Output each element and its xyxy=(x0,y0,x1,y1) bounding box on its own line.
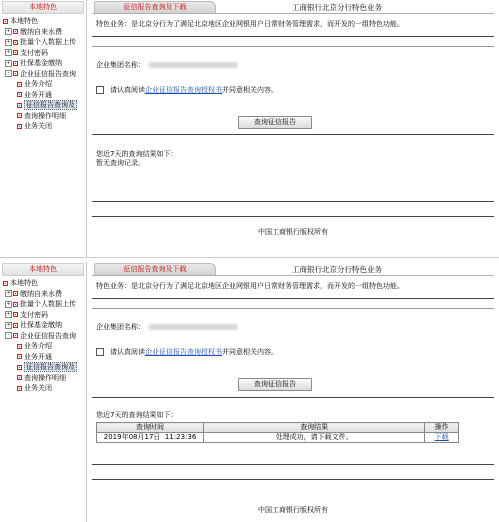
sidebar-item-label: 企业征信报告查询 xyxy=(20,69,76,78)
expand-icon[interactable]: + xyxy=(6,290,11,296)
cell-query-time: 2019年08月17日 11:23:36 xyxy=(97,433,204,443)
sidebar-item[interactable] xyxy=(0,121,86,132)
sidebar-item[interactable] xyxy=(0,352,86,363)
expand-icon[interactable]: + xyxy=(6,59,11,66)
expand-icon[interactable]: + xyxy=(6,321,11,328)
intro-text: 特色业务：是北京分行为了满足北京地区企业网银用户日常财务管理需求，而开发的一组特色功能。 xyxy=(96,282,404,290)
tab-credit-report[interactable]: 征信报告查询及下载 xyxy=(94,263,216,275)
group-name-row xyxy=(96,60,494,70)
sidebar-title: 本地特色 xyxy=(2,1,84,14)
expand-icon[interactable]: + xyxy=(6,28,11,34)
group-name-row xyxy=(96,322,494,332)
group-name-value-redacted xyxy=(148,324,238,330)
sidebar-item-label: 业务关闭 xyxy=(24,122,52,130)
divider xyxy=(92,397,494,398)
sidebar-item[interactable] xyxy=(0,289,86,300)
sidebar-item-label: 社保基金缴纳 xyxy=(20,321,62,329)
footer-copyright: 中国工商银行版权所有 xyxy=(258,506,328,514)
group-name-value-redacted xyxy=(148,62,238,68)
agree-checkbox[interactable] xyxy=(96,348,104,356)
cell-query-result: 处理成功，请下载文件。 xyxy=(204,433,425,443)
book-icon xyxy=(17,113,22,118)
agree-checkbox[interactable] xyxy=(96,86,104,94)
sidebar-item-label: 缴纳自来水费 xyxy=(20,289,62,298)
sidebar-item-label: 支付密码 xyxy=(20,48,48,57)
book-icon xyxy=(3,281,8,286)
book-icon xyxy=(13,302,18,307)
divider xyxy=(92,479,494,480)
sidebar-item-label: 查询操作明细 xyxy=(24,111,66,120)
book-icon xyxy=(13,61,18,66)
main-content xyxy=(92,0,494,258)
book-icon xyxy=(13,312,18,317)
sidebar-item[interactable] xyxy=(0,111,86,122)
expand-icon[interactable]: + xyxy=(6,49,11,55)
book-icon xyxy=(17,103,22,108)
column-header-action: 操作 xyxy=(425,423,459,433)
download-link[interactable]: 下载 xyxy=(434,433,449,441)
sidebar-item[interactable] xyxy=(0,373,86,384)
sidebar-item-label: 批量个人数据上传 xyxy=(20,300,76,308)
main-content xyxy=(92,262,494,522)
divider xyxy=(92,201,494,202)
book-icon xyxy=(17,344,22,349)
book-icon xyxy=(13,323,18,328)
sidebar-item[interactable] xyxy=(0,58,86,69)
expand-icon[interactable]: + xyxy=(6,38,11,45)
collapse-icon[interactable]: - xyxy=(5,332,12,339)
sidebar-item[interactable] xyxy=(0,69,86,80)
book-icon xyxy=(17,386,22,391)
sidebar-title: 本地特色 xyxy=(2,263,84,276)
empty-results-text: 暂无查询记录。 xyxy=(96,159,145,167)
panel-after-query xyxy=(0,262,499,522)
agree-suffix: 并同意相关内容。 xyxy=(222,348,278,356)
sidebar-item-label: 本地特色 xyxy=(10,279,38,287)
book-icon xyxy=(13,40,18,45)
agreement-row xyxy=(96,85,494,95)
divider xyxy=(92,216,494,217)
tab-bar xyxy=(92,262,494,276)
expand-icon[interactable]: + xyxy=(6,300,11,307)
sidebar-item-label: 批量个人数据上传 xyxy=(20,38,76,46)
sidebar-item[interactable] xyxy=(0,90,86,101)
sidebar-item-label: 业务开通 xyxy=(24,352,52,361)
sidebar-item-label: 业务关闭 xyxy=(24,384,52,392)
divider xyxy=(92,464,494,465)
book-icon xyxy=(3,19,8,24)
sidebar-item-label: 社保基金缴纳 xyxy=(20,59,62,67)
book-icon xyxy=(17,365,22,370)
intro-text: 特色业务：是北京分行为了满足北京地区企业网银用户日常财务管理需求，而开发的一组特色功能。 xyxy=(96,20,404,28)
sidebar-item[interactable] xyxy=(0,362,86,373)
sidebar-item[interactable] xyxy=(0,37,86,48)
book-icon xyxy=(13,29,18,34)
sidebar-item[interactable] xyxy=(0,16,86,27)
cell-download-link xyxy=(425,433,459,443)
sidebar-item[interactable] xyxy=(0,79,86,90)
book-icon xyxy=(13,291,18,296)
sidebar xyxy=(0,262,87,522)
column-header-time: 查询时间 xyxy=(97,423,204,433)
tab-credit-report[interactable]: 征信报告查询及下载 xyxy=(94,1,216,13)
book-icon xyxy=(13,71,18,76)
sidebar-item[interactable] xyxy=(0,320,86,331)
sidebar-item-label: 征信报告查询及 xyxy=(26,101,75,109)
book-icon xyxy=(17,82,22,87)
query-report-button[interactable]: 查询征信报告 xyxy=(238,378,312,391)
sidebar-item[interactable] xyxy=(0,383,86,394)
agree-prefix: 请认真阅读 xyxy=(110,348,145,356)
group-name-label: 企业集团名称： xyxy=(96,323,145,331)
divider xyxy=(92,134,494,135)
results-heading: 您近7天的查询结果如下： xyxy=(96,150,178,158)
sidebar-item-label: 支付密码 xyxy=(20,310,48,319)
results-heading: 您近7天的查询结果如下： xyxy=(96,411,178,419)
agree-prefix: 请认真阅读 xyxy=(110,86,145,94)
panel-before-query xyxy=(0,0,499,258)
sidebar-item-label: 缴纳自来水费 xyxy=(20,27,62,36)
footer-copyright: 中国工商银行版权所有 xyxy=(258,228,328,236)
book-icon xyxy=(17,124,22,129)
sidebar-item-label: 业务介绍 xyxy=(24,80,52,88)
sidebar-item[interactable] xyxy=(0,27,86,38)
sidebar-item-label: 企业征信报告查询 xyxy=(20,331,76,340)
book-icon xyxy=(13,333,18,338)
sidebar-item[interactable] xyxy=(0,299,86,310)
query-report-button[interactable]: 查询征信报告 xyxy=(238,116,312,129)
sidebar-item-label: 业务开通 xyxy=(24,90,52,99)
sidebar-item-label: 征信报告查询及 xyxy=(26,363,75,371)
sidebar-item[interactable] xyxy=(0,278,86,289)
column-header-result: 查询结果 xyxy=(204,423,425,433)
sidebar-item-label: 本地特色 xyxy=(10,17,38,25)
book-icon xyxy=(13,50,18,55)
agree-suffix: 并同意相关内容。 xyxy=(222,86,278,94)
sidebar-item[interactable] xyxy=(0,310,86,321)
book-icon xyxy=(17,354,22,359)
sidebar xyxy=(0,0,87,258)
sidebar-item-label: 业务介绍 xyxy=(24,342,52,350)
table-row xyxy=(97,433,459,443)
sidebar-item-label: 查询操作明细 xyxy=(24,373,66,382)
section-title: 工商银行北京分行特色业务 xyxy=(292,265,382,274)
agreement-row xyxy=(96,347,494,357)
expand-icon[interactable]: + xyxy=(6,311,11,317)
book-icon xyxy=(17,92,22,97)
collapse-icon[interactable]: - xyxy=(5,70,12,77)
results-table xyxy=(96,422,459,443)
sidebar-item[interactable] xyxy=(0,48,86,59)
sidebar-item[interactable] xyxy=(0,100,86,111)
book-icon xyxy=(17,375,22,380)
table-header-row xyxy=(97,423,459,433)
sidebar-tree xyxy=(0,16,86,132)
section-title: 工商银行北京分行特色业务 xyxy=(292,3,382,12)
sidebar-item[interactable] xyxy=(0,341,86,352)
sidebar-tree xyxy=(0,278,86,394)
sidebar-item[interactable] xyxy=(0,331,86,342)
group-name-label: 企业集团名称： xyxy=(96,61,145,69)
tab-bar xyxy=(92,0,494,14)
authorization-link[interactable]: 企业征信报告查询授权书 xyxy=(145,86,222,94)
authorization-link[interactable]: 企业征信报告查询授权书 xyxy=(145,348,222,356)
